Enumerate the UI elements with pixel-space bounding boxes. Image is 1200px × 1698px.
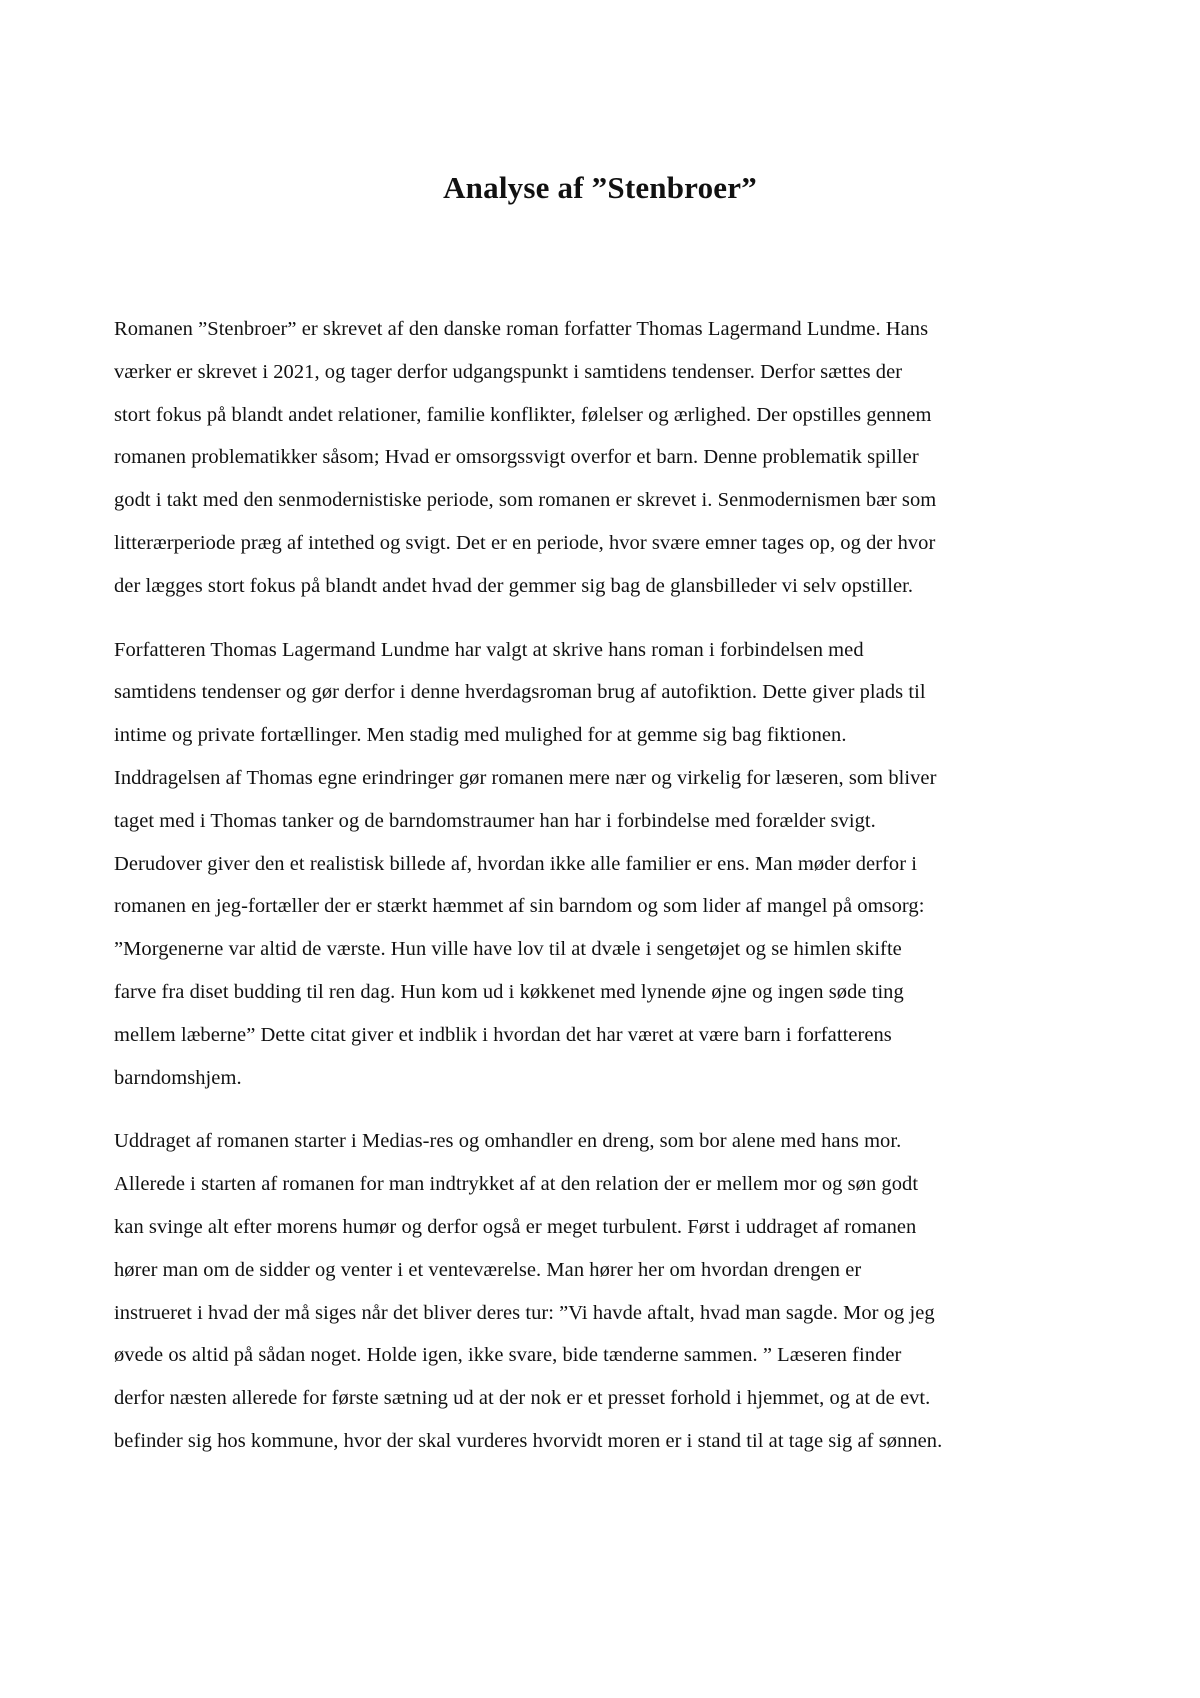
paragraph-3 <box>114 1120 1104 1462</box>
text-line: Allerede i starten af romanen for man indtrykket af at den relation der er mellem mor og søn godt <box>114 1173 919 1196</box>
text-line: intime og private fortællinger. Men stadig med mulighed for at gemme sig bag fiktionen. <box>114 724 847 747</box>
text-line: mellem læberne” Dette citat giver et indblik i hvordan det har været at være barn i forfatterens <box>114 1023 892 1046</box>
text-line: farve fra diset budding til ren dag. Hun kom ud i køkkenet med lynende øjne og ingen søde ting <box>114 980 904 1003</box>
text-line: romanen problematikker såsom; Hvad er omsorgssvigt overfor et barn. Denne problematik spiller <box>114 446 919 469</box>
text-line: øvede os altid på sådan noget. Holde igen, ikke svare, bide tænderne sammen. ” Læseren finder <box>114 1344 902 1367</box>
text-line: befinder sig hos kommune, hvor der skal vurderes hvorvidt moren er i stand til at tage sig af sønnen. <box>114 1429 943 1452</box>
text-line: værker er skrevet i 2021, og tager derfor udgangspunkt i samtidens tendenser. Derfor sættes der <box>114 360 903 383</box>
text-line: instrueret i hvad der må siges når det bliver deres tur: ”Vi havde aftalt, hvad man sagde. Mor og jeg <box>114 1301 935 1324</box>
text-line: litterærperiode præg af intethed og svigt. Det er en periode, hvor svære emner tages op, og der hvor <box>114 531 936 554</box>
text-line: Derudover giver den et realistisk billede af, hvordan ikke alle familier er ens. Man møder derfor i <box>114 852 918 875</box>
text-line: stort fokus på blandt andet relationer, familie konflikter, følelser og ærlighed. Der opstilles gennem <box>114 403 932 426</box>
text-line: taget med i Thomas tanker og de barndomstraumer han har i forbindelse med forælder svigt. <box>114 809 876 832</box>
text-line: Forfatteren Thomas Lagermand Lundme har valgt at skrive hans roman i forbindelsen med <box>114 638 864 661</box>
text-line: romanen en jeg-fortæller der er stærkt hæmmet af sin barndom og som lider af mangel på omsorg: <box>114 895 925 918</box>
text-line: hører man om de sidder og venter i et venteværelse. Man hører her om hvordan drengen er <box>114 1258 862 1281</box>
text-line: der lægges stort fokus på blandt andet hvad der gemmer sig bag de glansbilleder vi selv opstiller. <box>114 574 914 597</box>
paragraph-2 <box>114 629 1104 1100</box>
text-line: Romanen ”Stenbroer” er skrevet af den danske roman forfatter Thomas Lagermand Lundme. Hans <box>114 318 929 340</box>
text-line: kan svinge alt efter morens humør og derfor også er meget turbulent. Først i uddraget af romanen <box>114 1215 917 1238</box>
text-line: ”Morgenerne var altid de værste. Hun ville have lov til at dvæle i sengetøjet og se himlen skifte <box>114 938 902 961</box>
text-line: derfor næsten allerede for første sætning ud at der nok er et presset forhold i hjemmet, og at de evt. <box>114 1387 931 1410</box>
document-body <box>114 308 1104 1484</box>
text-line: samtidens tendenser og gør derfor i denne hverdagsroman brug af autofiktion. Dette giver plads til <box>114 681 926 704</box>
paragraph-1 <box>114 308 1104 608</box>
text-line: Uddraget af romanen starter i Medias-res og omhandler en dreng, som bor alene med hans mor. <box>114 1130 902 1153</box>
text-line: barndomshjem. <box>114 1066 242 1089</box>
document-title: Analyse af ”Stenbroer” <box>443 170 757 205</box>
text-line: godt i takt med den senmodernistiske periode, som romanen er skrevet i. Senmodernismen bær som <box>114 489 937 512</box>
text-line: Inddragelsen af Thomas egne erindringer gør romanen mere nær og virkelig for læseren, som bliver <box>114 766 937 789</box>
